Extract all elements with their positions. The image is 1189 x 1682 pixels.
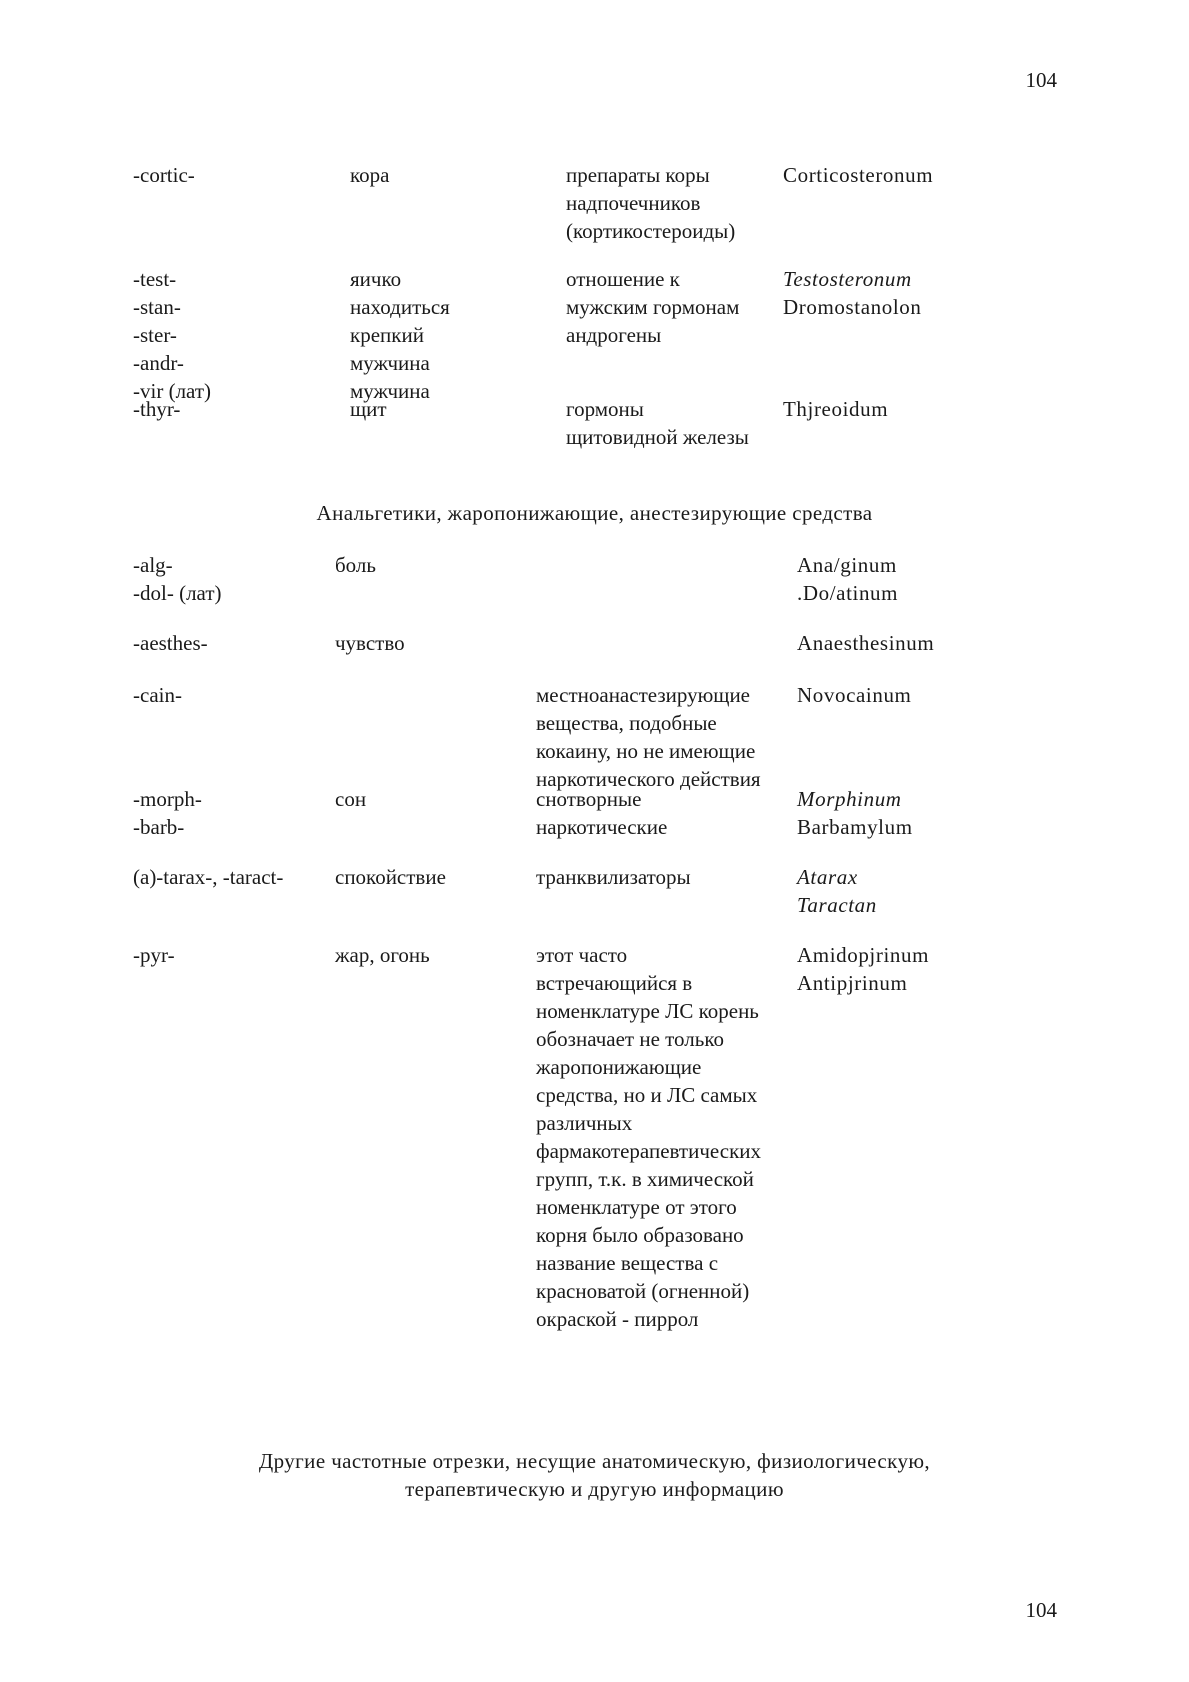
example-cell: Amidopjrinum Antipjrinum <box>797 943 930 995</box>
group-cell: местноанастезирующие вещества, подобные кокаину, но не имеющие наркотического действия <box>536 683 761 791</box>
root-cell: -cain- <box>133 683 182 707</box>
meaning-cell: боль <box>335 553 376 577</box>
meaning-cell: щит <box>350 397 387 421</box>
example-cell: Testosteronum Dromostanolon <box>783 267 922 319</box>
root-cell: -cortic- <box>133 163 195 187</box>
example-cell: Novocainum <box>797 683 912 707</box>
meaning-cell: спокойствие <box>335 865 446 889</box>
meaning-cell: жар, огонь <box>335 943 430 967</box>
page-number-bottom: 104 <box>1025 1598 1057 1622</box>
example-cell: Corticosteronum <box>783 163 934 187</box>
example-cell: Thjreoidum <box>783 397 889 421</box>
group-cell: препараты коры надпочечников (кортикостероиды) <box>566 163 736 243</box>
root-cell: -pyr- <box>133 943 175 967</box>
group-cell: гормоны щитовидной железы <box>566 397 749 449</box>
meaning-cell: чувство <box>335 631 405 655</box>
section-heading: Другие частотные отрезки, несущие анатомическую, физиологическую, терапевтическую и другую информацию <box>258 1449 931 1501</box>
example-cell: Atarax Taractan <box>797 865 877 917</box>
section-heading: Анальгетики, жаропонижающие, анестезирующие средства <box>316 501 873 525</box>
root-cell: -alg- -dol- (лат) <box>133 553 222 605</box>
example-cell: Ana/ginum .Do/atinum <box>797 553 899 605</box>
root-cell: -test- -stan- -ster- -andr- -vir (лат) <box>133 267 211 403</box>
meaning-cell: кора <box>350 163 390 187</box>
meaning-cell: сон <box>335 787 367 811</box>
meaning-cell: яичко находиться крепкий мужчина мужчина <box>350 267 450 403</box>
root-cell: (a)-tarax-, -taract- <box>133 865 284 889</box>
group-cell: транквилизаторы <box>536 865 691 889</box>
group-cell: отношение к мужским гормонам андрогены <box>566 267 740 347</box>
page-number-top: 104 <box>1025 68 1057 92</box>
root-cell: -aesthes- <box>133 631 208 655</box>
group-cell: снотворные наркотические <box>536 787 668 839</box>
example-cell: Anaesthesinum <box>797 631 935 655</box>
example-cell: Morphinum Barbamylum <box>797 787 913 839</box>
group-cell: этот часто встречающийся в номенклатуре ЛС корень обозначает не только жаропонижающие средства, но и ЛС самых различных фармакотерапевтических групп, т.к. в химической номенклатуре от этого корня было образовано название вещества с красноватой (огненной) окраской - пиррол <box>536 943 762 1331</box>
root-cell: -thyr- <box>133 397 181 421</box>
root-cell: -morph- -barb- <box>133 787 202 839</box>
